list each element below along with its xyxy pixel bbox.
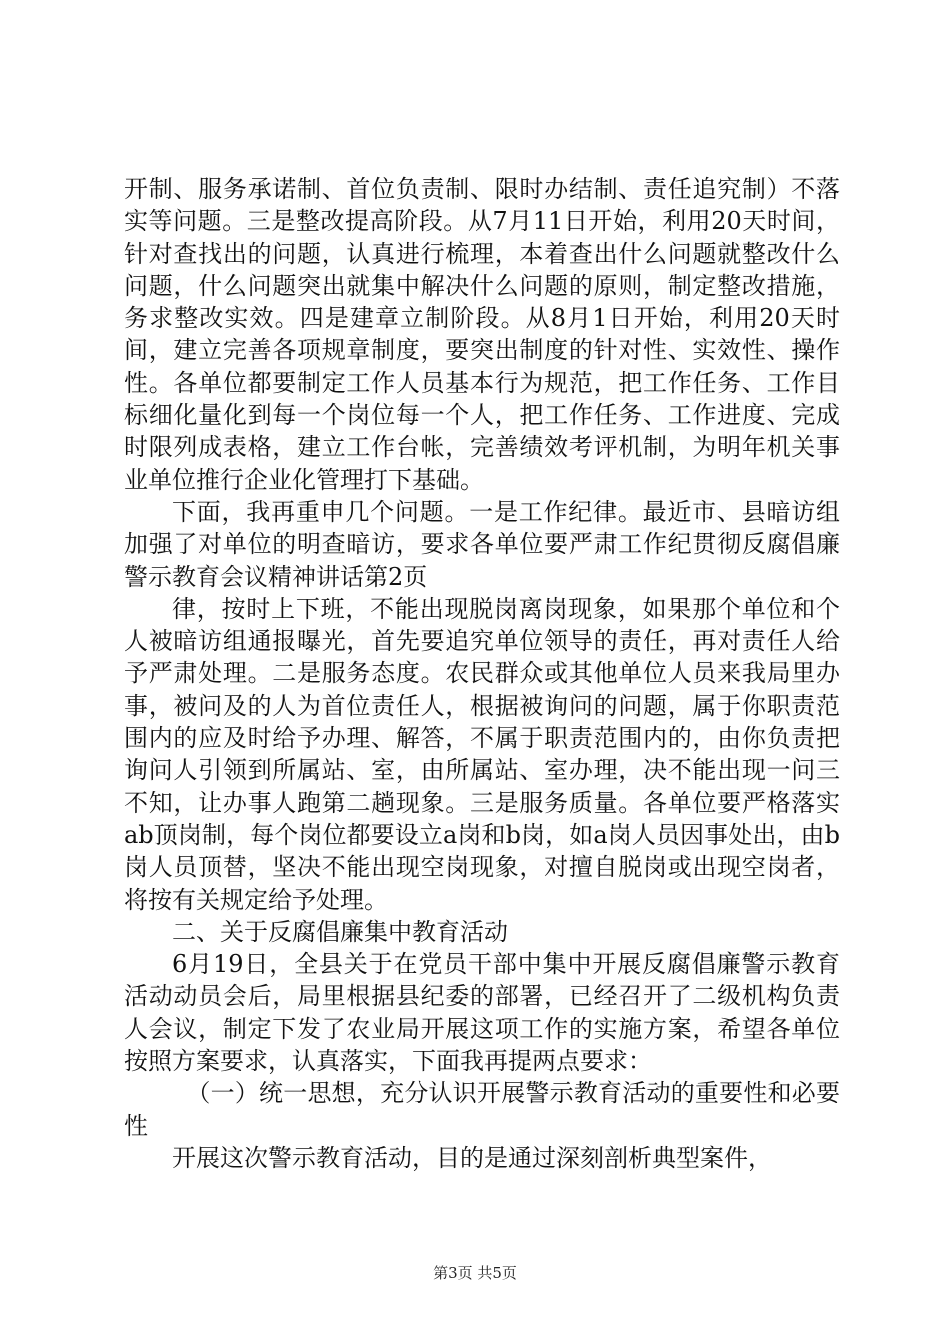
subsection-heading: （一）统一思想，充分认识开展警示教育活动的重要性和必要性 [124, 1079, 840, 1140]
section-heading: 二、关于反腐倡廉集中教育活动 [172, 917, 508, 946]
paragraph-discipline: 下面，我再重申几个问题。一是工作纪律。最近市、县暗访组加强了对单位的明查暗访，要求各单位要严肃工作纪贯彻反腐倡廉警示教育会议精神讲话第2页 [124, 497, 840, 591]
page-footer: 第3页 共5页 [433, 1264, 517, 1282]
document-body [124, 173, 840, 1174]
paragraph-campaign: 6月19日，全县关于在党员干部中集中开展反腐倡廉警示教育活动动员会后，局里根据县纪委的部署，已经召开了二级机构负责人会议，制定下发了农业局开展这项工作的实施方案，希望各单位按照方案要求，认真落实，下面我再提两点要求： [124, 950, 840, 1076]
paragraph-continuation: 开制、服务承诺制、首位负责制、限时办结制、责任追究制）不落实等问题。三是整改提高阶段。从7月11日开始，利用20天时间，针对查找出的问题，认真进行梳理，本着查出什么问题就整改什么问题，什么问题突出就集中解决什么问题的原则，制定整改措施，务求整改实效。四是建章立制阶段。从8月1日开始，利用20天时间，建立完善各项规章制度，要突出制度的针对性、实效性、操作性。各单位都要制定工作人员基本行为规范，把工作任务、工作目标细化量化到每一个岗位每一个人，把工作任务、工作进度、完成时限列成表格，建立工作台帐，完善绩效考评机制，为明年机关事业单位推行企业化管理打下基础。 [124, 175, 840, 494]
paragraph-service: 律，按时上下班，不能出现脱岗离岗现象，如果那个单位和个人被暗访组通报曝光，首先要追究单位领导的责任，再对责任人给予严肃处理。二是服务态度。农民群众或其他单位人员来我局里办事，被问及的人为首位责任人，根据被询问的问题，属于你职责范围内的应及时给予办理、解答，不属于职责范围内的，由你负责把询问人引领到所属站、室，由所属站、室办理，决不能出现一问三不知，让办事人跑第二趟现象。三是服务质量。各单位要严格落实ab顶岗制，每个岗位都要设立a岗和b岗，如a岗人员因事处出，由b岗人员顶替，坚决不能出现空岗现象，对擅自脱岗或出现空岗者，将按有关规定给予处理。 [124, 594, 840, 914]
paragraph-purpose: 开展这次警示教育活动，目的是通过深刻剖析典型案件， [172, 1143, 772, 1172]
